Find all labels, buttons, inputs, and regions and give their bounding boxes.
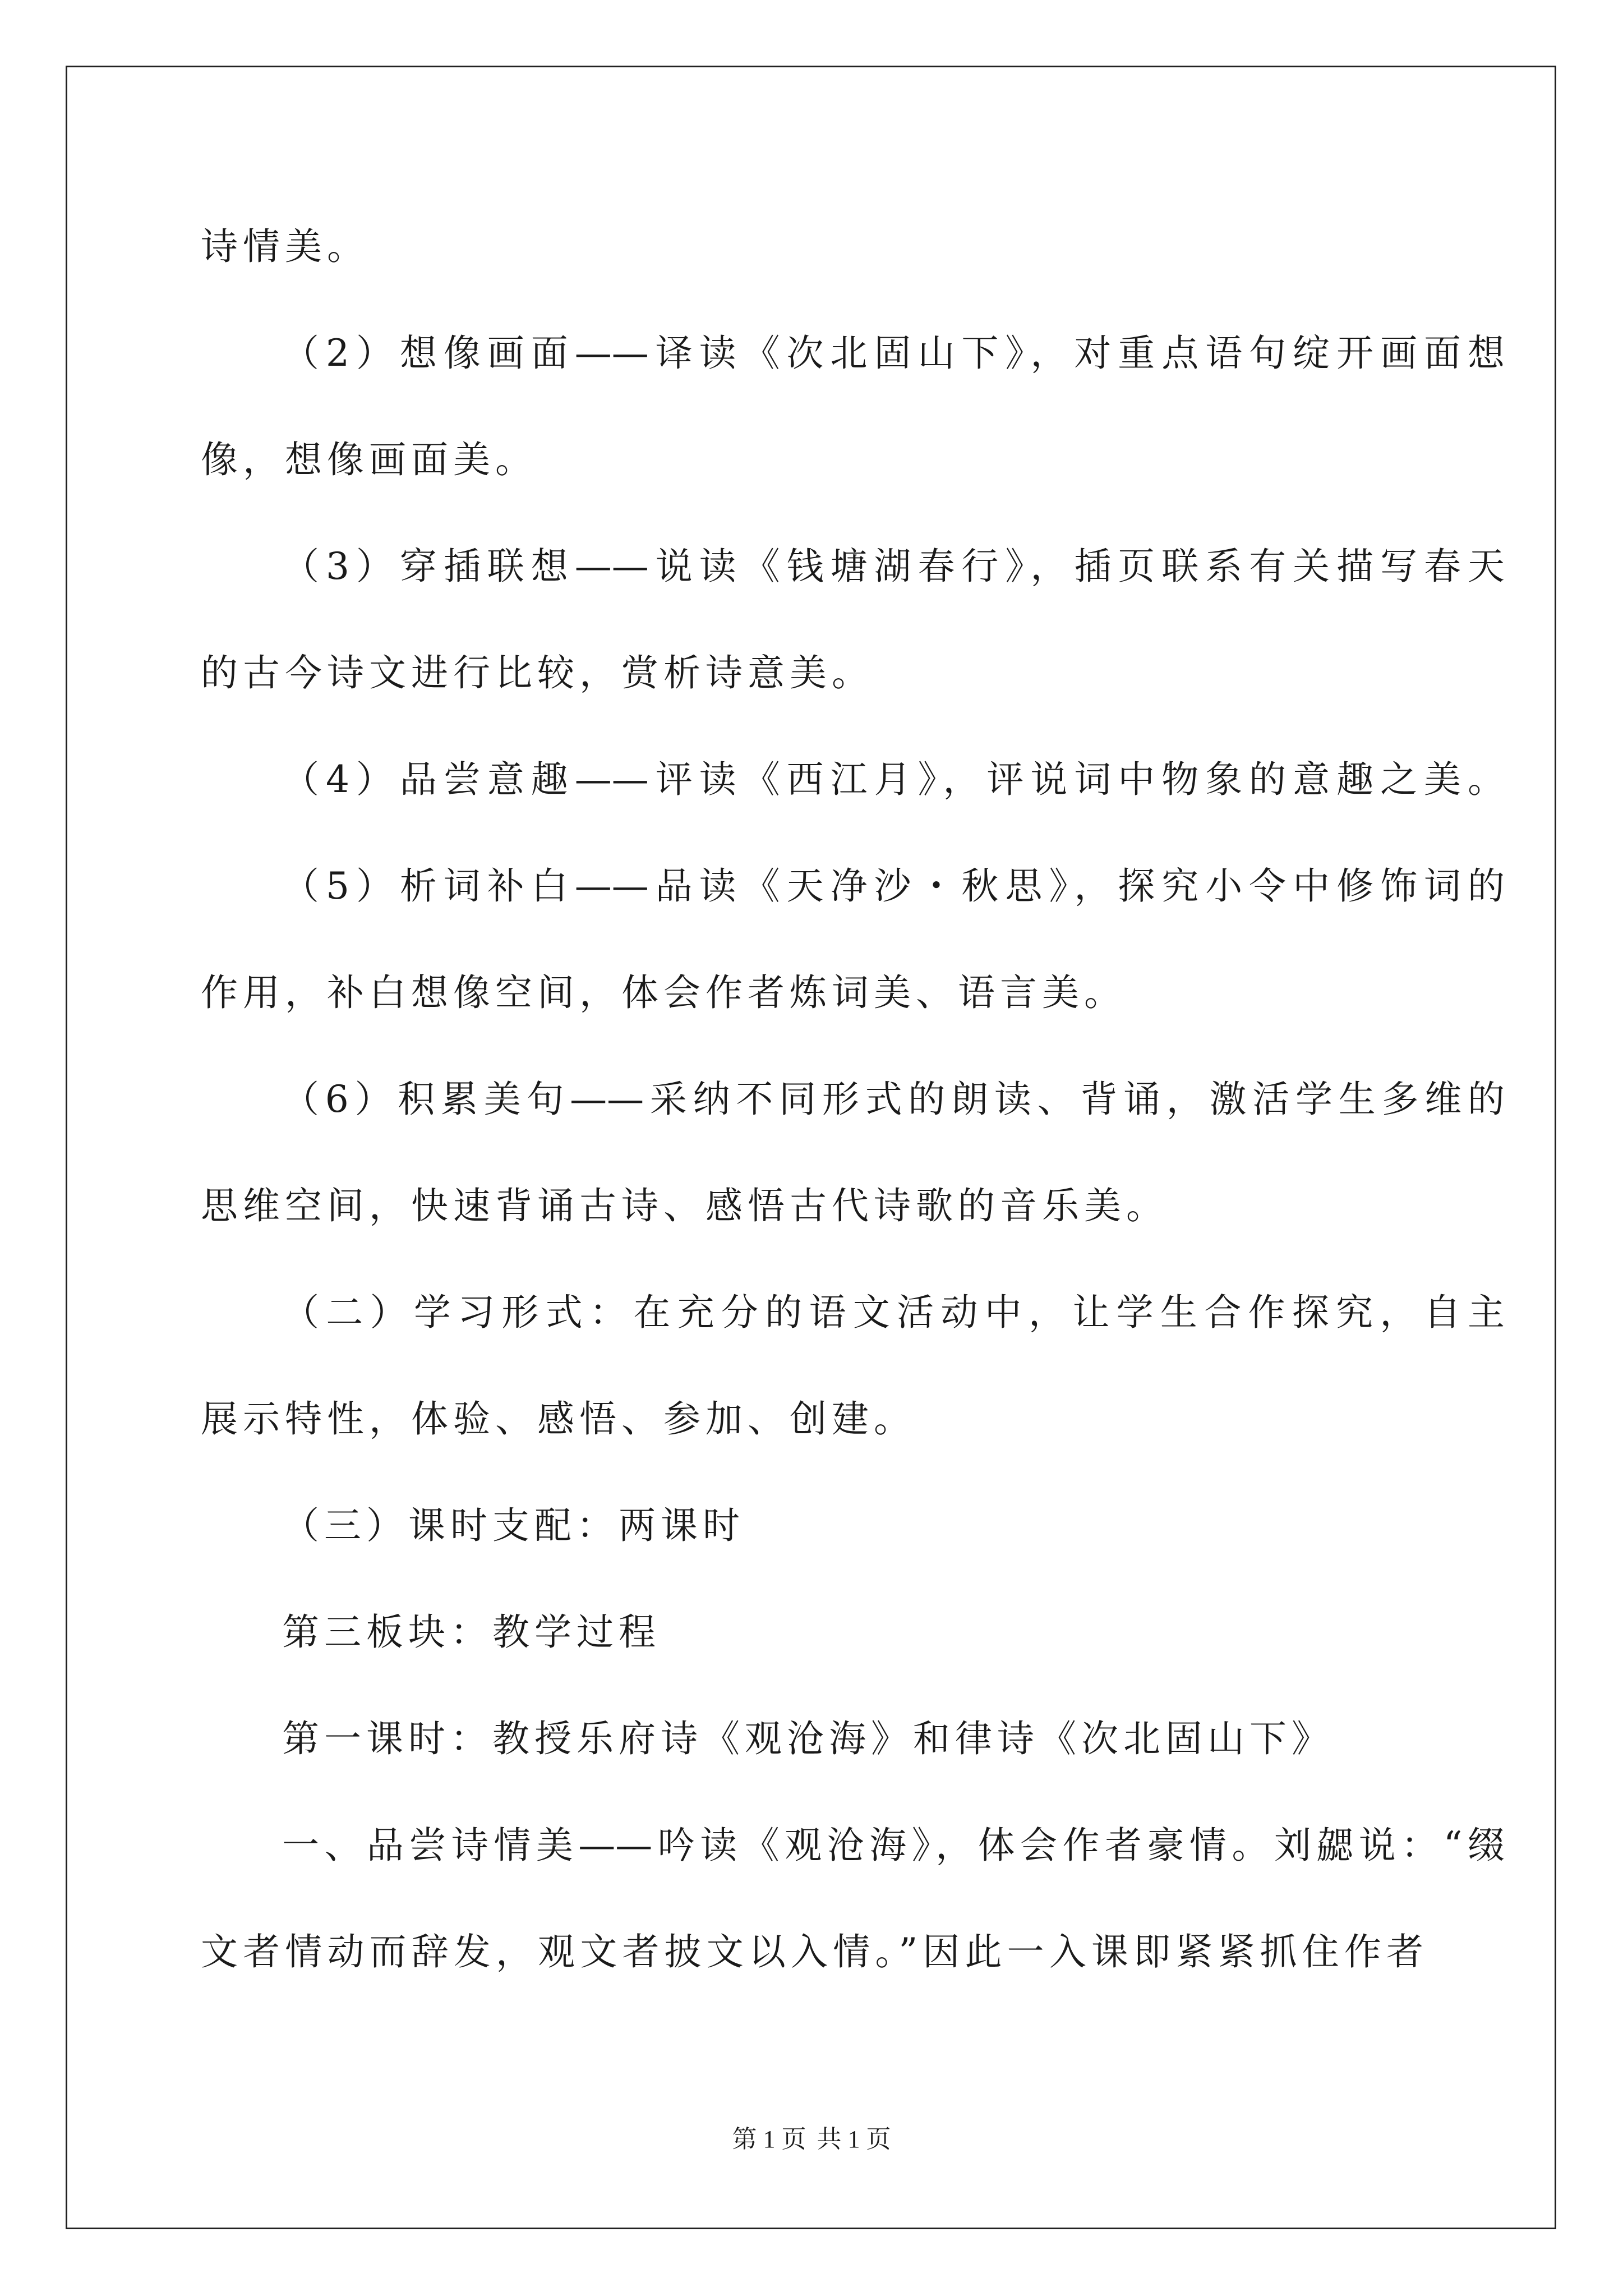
page-number: 第 1 页 bbox=[732, 2125, 806, 2153]
paragraph-line: 一、品尝诗情美——吟读《观沧海》，体会作者豪情。刘勰说：“缀 bbox=[282, 1824, 1505, 1867]
page-border bbox=[66, 66, 1556, 2229]
paragraph-line: （3）穿插联想——说读《钱塘湖春行》，插页联系有关描写春天 bbox=[282, 545, 1505, 588]
section-heading: 第三板块：教学过程 bbox=[282, 1611, 661, 1654]
paragraph-line: （5）析词补白——品读《天净沙・秋思》，探究小令中修饰词的 bbox=[282, 864, 1505, 908]
paragraph-line: 诗情美。 bbox=[201, 225, 369, 268]
paragraph-line: （4）品尝意趣——评读《西江月》，评说词中物象的意趣之美。 bbox=[282, 758, 1505, 801]
paragraph-line: 展示特性，体验、感悟、参加、创建。 bbox=[201, 1397, 916, 1441]
paragraph-line: 文者情动而辞发，观文者披文以入情。”因此一入课即紧紧抓住作者 bbox=[201, 1930, 1423, 1973]
paragraph-line: 思维空间，快速背诵古诗、感悟古代诗歌的音乐美。 bbox=[201, 1184, 1168, 1227]
paragraph-line: （二）学习形式：在充分的语文活动中，让学生合作探究，自主 bbox=[282, 1291, 1505, 1334]
page-total: 共 1 页 bbox=[817, 2125, 891, 2153]
paragraph-line: 的古今诗文进行比较，赏析诗意美。 bbox=[201, 651, 874, 694]
paragraph-line: （2）想像画面——译读《次北固山下》，对重点语句绽开画面想 bbox=[282, 332, 1505, 375]
paragraph-line: 像，想像画面美。 bbox=[201, 438, 537, 481]
lesson-heading: 第一课时：教授乐府诗《观沧海》和律诗《次北固山下》 bbox=[282, 1717, 1334, 1760]
paragraph-line: （三）课时支配：两课时 bbox=[282, 1504, 745, 1547]
page-footer bbox=[0, 2123, 1623, 2156]
paragraph-line: 作用，补白想像空间，体会作者炼词美、语言美。 bbox=[201, 971, 1126, 1014]
paragraph-line: （6）积累美句——采纳不同形式的朗读、背诵，激活学生多维的 bbox=[282, 1078, 1505, 1121]
